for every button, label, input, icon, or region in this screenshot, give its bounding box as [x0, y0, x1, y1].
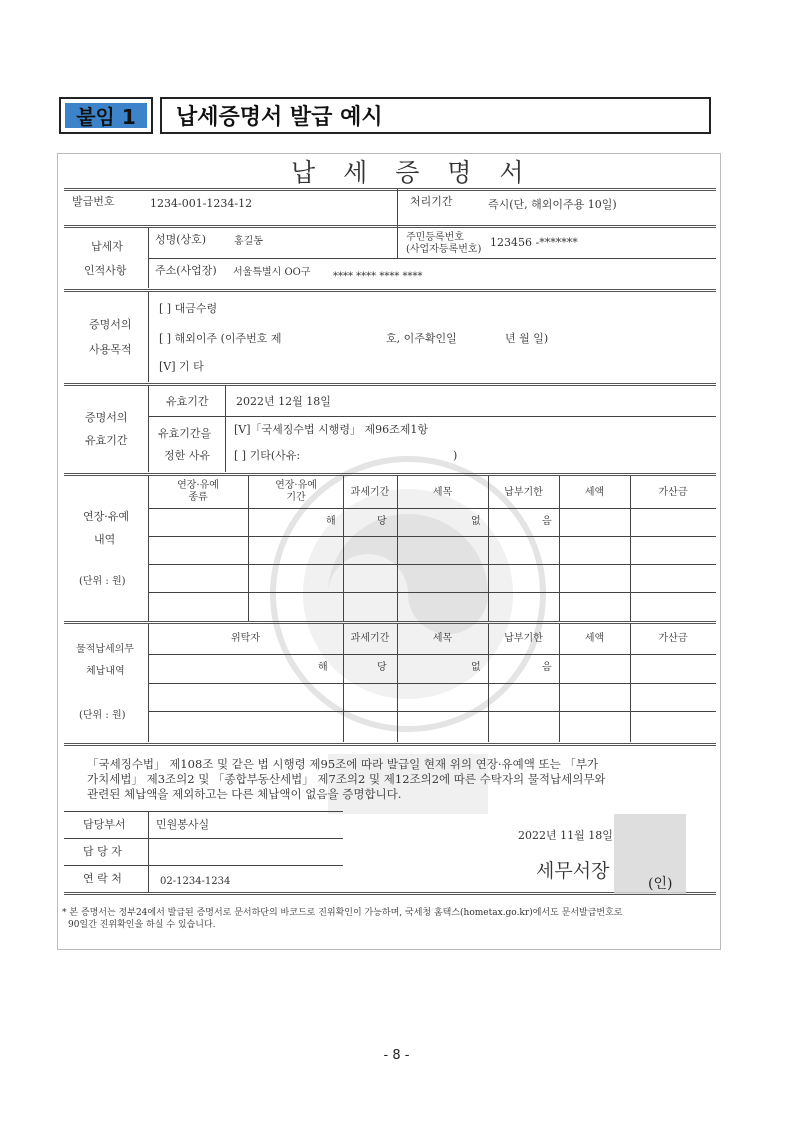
dept-value: 민원봉사실: [156, 818, 210, 831]
issue-no-value: 1234-001-1234-12: [150, 197, 253, 210]
ext-unit-label: (단위 : 원): [79, 576, 126, 587]
divider: [148, 654, 716, 655]
ext-header-penalty: 가산금: [658, 487, 688, 498]
note-line-1: * 본 증명서는 정부24에서 발급된 증명서로 문서하단의 바코드로 진위확인이 가능하며, 국세청 홈택스(hometax.go.kr)에서도 문서발급번호로: [62, 908, 623, 918]
ext-none-4: 음: [542, 516, 552, 527]
attachment-tag: [59, 97, 153, 134]
divider: [64, 621, 716, 624]
valid-reason-label-2: 정한 사유: [164, 449, 211, 462]
ext-none-1: 해: [326, 516, 336, 527]
delinq-header-amount: 세액: [584, 633, 605, 644]
divider: [148, 683, 716, 684]
divider: [148, 416, 716, 417]
person-label: 담 당 자: [83, 845, 122, 858]
divider: [148, 811, 149, 893]
issue-no-label: 발급번호: [72, 195, 115, 208]
purpose-label-2: 사용목적: [89, 343, 132, 356]
ext-header-due-date: 납부기한: [504, 487, 543, 498]
rrn-value: 123456 -*******: [490, 236, 578, 249]
purpose-option-emigration: [ ] 해외이주 (이주번호 제: [159, 332, 282, 345]
divider: [248, 476, 249, 622]
purpose-option-emigration-3: 년 월 일): [505, 332, 549, 345]
statement-line-2: 가치세법」 제3조의2 및 「종합부동산세법」 제7조의2 및 제12조의2에 따른 수탁자의 물적납세의무와: [87, 772, 606, 786]
divider: [148, 536, 716, 537]
tax-certificate-form: [57, 153, 721, 950]
address-mask: **** **** **** ****: [333, 271, 423, 282]
name-label: 성명(상호): [155, 233, 207, 246]
address-label: 주소(사업장): [155, 264, 217, 277]
divider: [148, 386, 149, 472]
personal-label: 인적사항: [84, 264, 127, 277]
ext-header-type: 연장·유예 종류: [177, 480, 219, 503]
ext-label-1: 연장·유예: [83, 510, 130, 523]
valid-reason-option-1: [V]「국세징수법 시행령」 제96조제1항: [234, 423, 429, 436]
page-number: - 8 -: [383, 1048, 410, 1063]
divider: [148, 564, 716, 565]
delinq-none-1: 해: [318, 662, 328, 673]
seal-mark: (인): [648, 876, 673, 892]
form-title: 납 세 증 명 서: [291, 158, 534, 187]
contact-label: 연 락 처: [83, 872, 122, 885]
dept-label: 담당부서: [83, 818, 126, 831]
issuer-name: 세무서장: [536, 860, 610, 882]
divider: [64, 473, 716, 476]
divider: [225, 386, 226, 472]
validity-label-2: 유효기간: [85, 434, 128, 447]
divider: [148, 292, 149, 382]
divider: [64, 811, 343, 812]
address-value: 서울특별시 OO구: [233, 267, 311, 278]
page-title: 납세증명서 발급 예시: [160, 97, 711, 134]
valid-period-label: 유효기간: [166, 395, 209, 408]
ext-header-period: 연장·유예 기간: [275, 480, 317, 503]
divider: [64, 383, 716, 386]
delinq-header-trustor: 위탁자: [231, 633, 260, 644]
contact-value: 02-1234-1234: [160, 876, 231, 887]
delinq-none-3: 없: [471, 662, 481, 673]
ext-header-amount: 세액: [584, 487, 605, 498]
ext-header-tax-item: 세목: [432, 487, 453, 498]
name-value: 홍길동: [234, 236, 263, 247]
note-line-2: 90일간 진위확인을 하실 수 있습니다.: [68, 920, 216, 930]
top-rule: [64, 188, 716, 191]
purpose-option-emigration-2: 호, 이주확인일: [386, 332, 457, 345]
divider: [397, 189, 398, 227]
attachment-tag-label: 붙임 1: [65, 103, 147, 128]
divider: [148, 592, 716, 593]
purpose-option-other: [V] 기 타: [159, 360, 204, 373]
divider: [64, 225, 716, 228]
purpose-option-payment: [ ] 대금수령: [159, 302, 218, 315]
processing-value: 즉시(단, 해외이주용 10일): [488, 198, 617, 211]
delinq-unit-label: (단위 : 원): [79, 710, 126, 721]
divider: [397, 228, 398, 258]
statement-line-3: 관련된 체납액을 제외하고는 다른 체납액이 없음을 증명합니다.: [87, 787, 402, 801]
divider: [64, 838, 343, 839]
validity-label-1: 증명서의: [85, 411, 128, 424]
delinq-header-due-date: 납부기한: [504, 633, 543, 644]
rrn-label-2: (사업자등록번호): [406, 244, 482, 255]
valid-reason-close: ): [453, 449, 458, 462]
delinq-label-2: 체납내역: [86, 666, 125, 677]
taxpayer-label: 납세자: [91, 240, 123, 253]
processing-label: 처리기간: [410, 195, 453, 208]
divider: [148, 508, 716, 509]
rrn-label-1: 주민등록번호: [406, 232, 464, 243]
valid-reason-option-2: [ ] 기타(사유:: [234, 449, 301, 462]
valid-period-value: 2022년 12월 18일: [236, 395, 331, 408]
delinq-none-4: 음: [542, 662, 552, 673]
ext-label-2: 내역: [94, 533, 116, 546]
delinq-header-tax-period: 과세기간: [350, 633, 390, 644]
divider: [64, 289, 716, 292]
delinq-label-1: 물적납세의무: [76, 644, 134, 655]
delinq-header-penalty: 가산금: [658, 633, 688, 644]
divider: [148, 711, 716, 712]
valid-reason-label-1: 유효기간을: [158, 427, 212, 440]
issue-date: 2022년 11월 18일: [518, 829, 613, 842]
delinq-header-tax-item: 세목: [432, 633, 453, 644]
delinq-none-2: 당: [377, 662, 387, 673]
divider: [148, 258, 716, 259]
divider: [64, 865, 343, 866]
purpose-label-1: 증명서의: [89, 318, 132, 331]
ext-none-3: 없: [471, 516, 481, 527]
ext-none-2: 당: [377, 516, 387, 527]
ext-header-tax-period: 과세기간: [350, 487, 390, 498]
statement-line-1: 「국세징수법」 제108조 및 같은 법 시행령 제95조에 따라 발급일 현재 위의 연장·유예액 또는 「부가: [87, 757, 599, 771]
divider: [64, 743, 716, 746]
divider: [148, 476, 149, 622]
